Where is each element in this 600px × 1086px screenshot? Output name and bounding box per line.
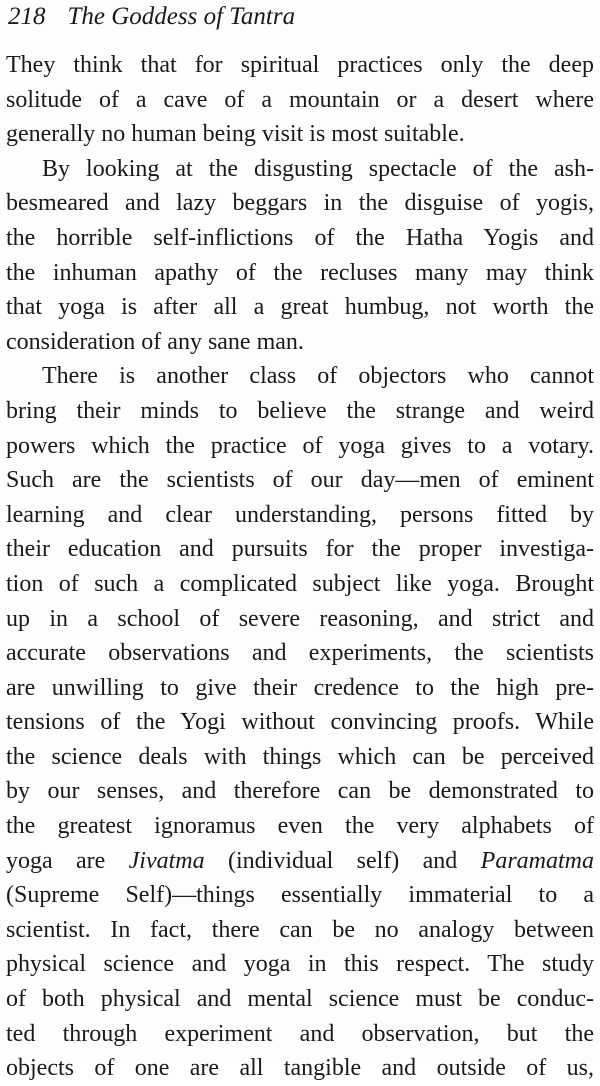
text-line: ted through experiment and observation, but the bbox=[6, 1020, 594, 1047]
text-line: the horrible self-inflictions of the Hatha Yogis and bbox=[6, 224, 594, 251]
text-line: They think that for spiritual practices only the deep bbox=[6, 52, 594, 78]
text-line: the science deals with things which can be perceived bbox=[6, 743, 594, 770]
text-line: tion of such a complicated subject like yoga. Brought bbox=[6, 570, 594, 597]
text-line: their education and pursuits for the proper investiga- bbox=[6, 536, 594, 563]
text-line: There is another class of objectors who cannot bbox=[42, 363, 594, 390]
text-line: physical science and yoga in this respect. The study bbox=[6, 951, 594, 978]
text-line: accurate observations and experiments, the scientists bbox=[6, 640, 594, 667]
italic-term-paramatma: Paramatma bbox=[480, 847, 594, 874]
text-line: learning and clear understanding, persons fitted by bbox=[6, 501, 594, 528]
text-line: bring their minds to believe the strange and weird bbox=[6, 397, 594, 424]
text-line: tensions of the Yogi without convincing proofs. While bbox=[6, 709, 594, 736]
text-line: Such are the scientists of our day—men of eminent bbox=[6, 467, 594, 494]
running-header bbox=[8, 2, 295, 32]
text-line: up in a school of severe reasoning, and strict and bbox=[6, 605, 594, 632]
text-line: solitude of a cave of a mountain or a desert where bbox=[6, 86, 594, 113]
text-line: besmeared and lazy beggars in the disguise of yogis, bbox=[6, 190, 594, 217]
text-line: yoga are Jivatma (individual self) and Paramatma bbox=[6, 847, 594, 874]
text-line: by our senses, and therefore can be demonstrated to bbox=[6, 778, 594, 805]
text-line: of both physical and mental science must be conduc- bbox=[6, 986, 594, 1013]
text-line: generally no human being visit is most suitable. bbox=[6, 121, 465, 148]
text-line: objects of one are all tangible and outside of us, bbox=[6, 1055, 594, 1082]
text-line: that yoga is after all a great humbug, not worth the bbox=[6, 294, 594, 321]
italic-term-jivatma: Jivatma bbox=[128, 847, 205, 874]
text-line: scientist. In fact, there can be no analogy between bbox=[6, 916, 594, 943]
text-line: the greatest ignoramus even the very alphabets of bbox=[6, 813, 594, 840]
text-line: By looking at the disgusting spectacle of the ash- bbox=[42, 155, 594, 182]
text-line: the inhuman apathy of the recluses many may think bbox=[6, 259, 594, 286]
text-line: powers which the practice of yoga gives to a votary. bbox=[6, 432, 594, 459]
page-number: 218 bbox=[8, 3, 46, 30]
body-text bbox=[6, 48, 594, 1086]
text-line: consideration of any sane man. bbox=[6, 328, 304, 355]
running-title: The Goddess of Tantra bbox=[67, 3, 296, 30]
text-line: (Supreme Self)—things essentially immaterial to a bbox=[6, 882, 594, 909]
text-line: are unwilling to give their credence to the high pre- bbox=[6, 674, 594, 701]
